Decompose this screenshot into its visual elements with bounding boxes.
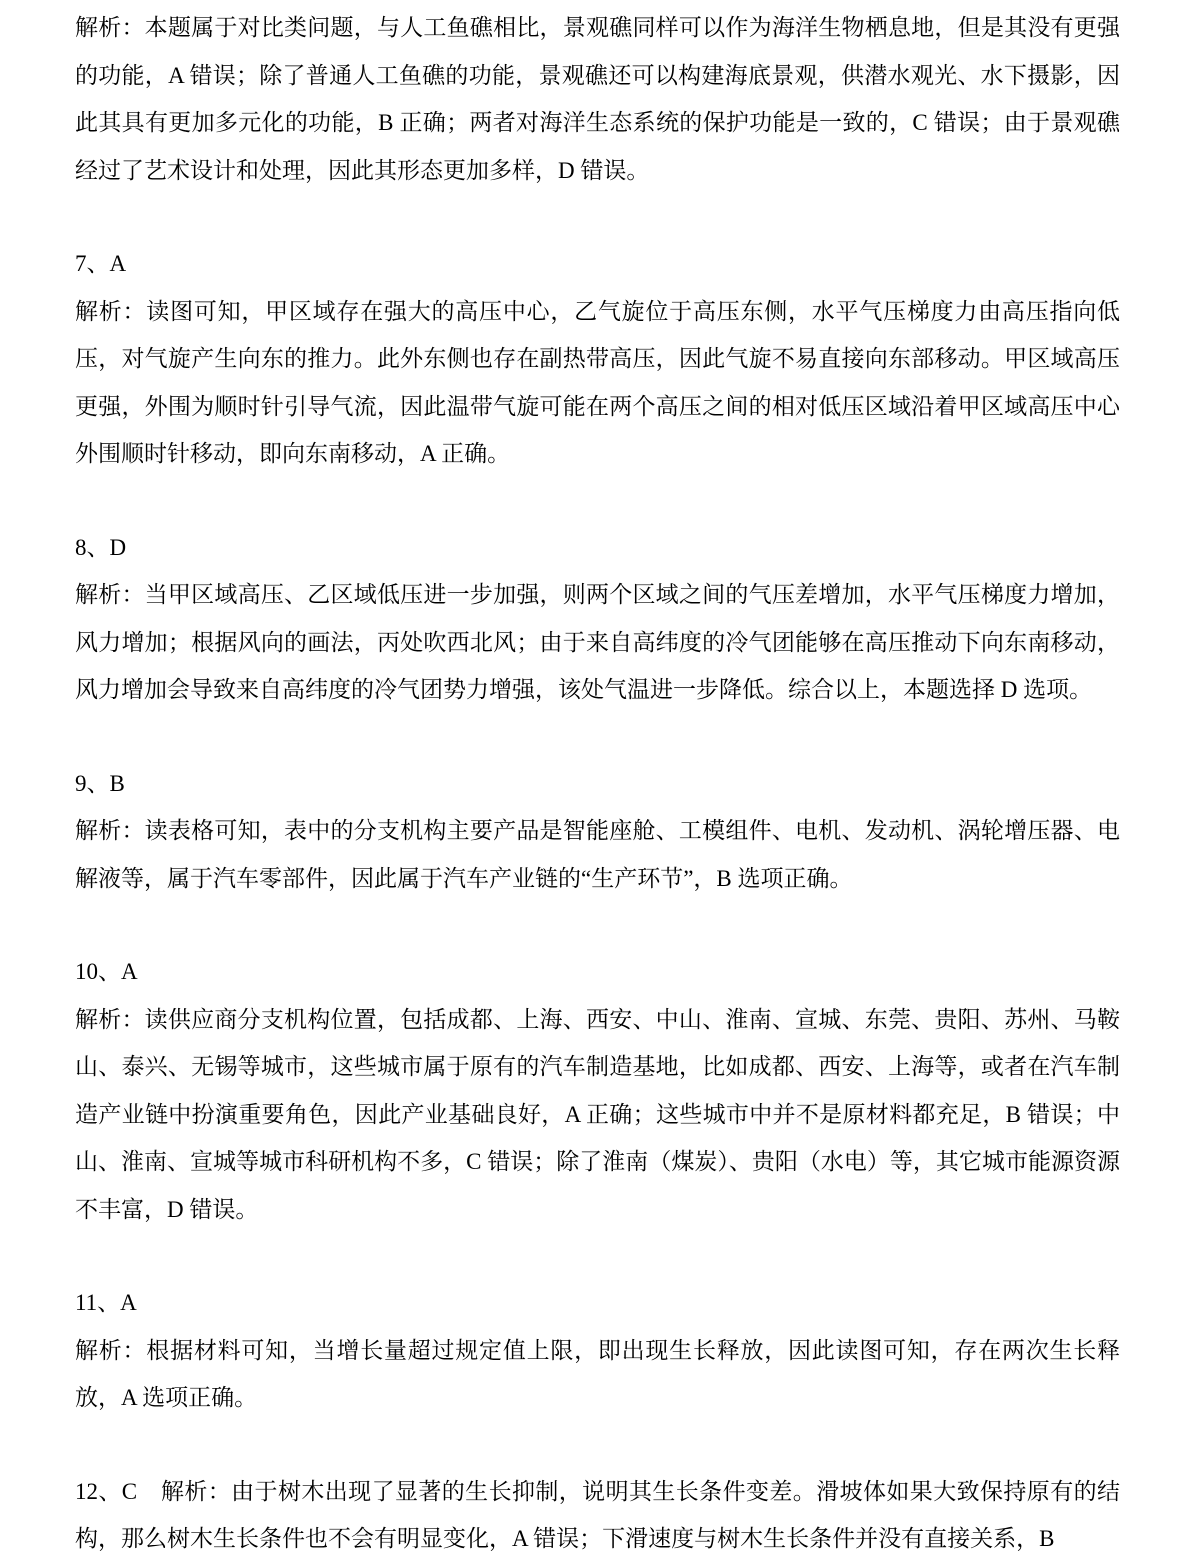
explanation-paragraph: 解析：当甲区域高压、乙区域低压进一步加强，则两个区域之间的气压差增加，水平气压梯度力增加，风力增加；根据风向的画法，丙处吹西北风；由于来自高纬度的冷气团能够在高压推动下向东南移动，风力增加会导致来自高纬度的冷气团势力增强，该处气温进一步降低。综合以上，本题选择 D 选项。 bbox=[75, 582, 1120, 702]
explanation-paragraph: 解析：本题属于对比类问题，与人工鱼礁相比，景观礁同样可以作为海洋生物栖息地，但是其没有更强的功能，A 错误；除了普通人工鱼礁的功能，景观礁还可以构建海底景观，供潜水观光、水下摄影，因此其具有更加多元化的功能，B 正确；两者对海洋生态系统的保护功能是一致的，C 错误；由于景观礁经过了艺术设计和处理，因此其形态更加多样，D 错误。 bbox=[75, 15, 1120, 183]
answer-label: 11、A bbox=[75, 1290, 137, 1315]
answer-label: 9、B bbox=[75, 770, 125, 796]
explanation-paragraph: 解析：读供应商分支机构位置，包括成都、上海、西安、中山、淮南、宣城、东莞、贵阳、苏州、马鞍山、泰兴、无锡等城市，这些城市属于原有的汽车制造基地，比如成都、西安、上海等，或者在汽车制造产业链中扮演重要角色，因此产业基础良好，A 正确；这些城市中并不是原材料都充足，B 错误；中山、淮南、宣城等城市科研机构不多，C 错误；除了淮南（煤炭）、贵阳（水电）等，其它城市能源资源不丰富，D 错误。 bbox=[75, 1006, 1120, 1222]
answer-section-8 bbox=[75, 524, 1120, 714]
explanation-paragraph: 解析：读图可知，甲区域存在强大的高压中心，乙气旋位于高压东侧，水平气压梯度力由高压指向低压，对气旋产生向东的推力。此外东侧也存在副热带高压，因此气旋不易直接向东部移动。甲区域高压更强，外围为顺时针引导气流，因此温带气旋可能在两个高压之间的相对低压区域沿着甲区域高压中心外围顺时针移动，即向东南移动，A 正确。 bbox=[75, 298, 1120, 466]
explanation-paragraph: 解析：根据材料可知，当增长量超过规定值上限，即出现生长释放，因此读图可知，存在两次生长释放，A 选项正确。 bbox=[75, 1337, 1120, 1410]
answer-label: 12、C bbox=[75, 1478, 161, 1504]
answer-label: 8、D bbox=[75, 534, 127, 560]
answer-section-6 bbox=[75, 4, 1120, 194]
answer-section-10 bbox=[75, 948, 1120, 1233]
answer-section-12 bbox=[75, 1468, 1120, 1555]
explanation-paragraph bbox=[75, 1468, 1120, 1555]
answer-section-11 bbox=[75, 1279, 1120, 1422]
answer-section-9 bbox=[75, 760, 1120, 903]
answer-label: 10、A bbox=[75, 959, 138, 984]
answer-label: 7、A bbox=[75, 251, 127, 276]
explanation-text: 解析：由于树木出现了显著的生长抑制，说明其生长条件变差。滑坡体如果大致保持原有的结构，那么树木生长条件也不会有明显变化，A 错误；下滑速度与树木生长条件并没有直接关系，B bbox=[75, 1478, 1121, 1551]
explanation-paragraph: 解析：读表格可知，表中的分支机构主要产品是智能座舱、工模组件、电机、发动机、涡轮增压器、电解液等，属于汽车零部件，因此属于汽车产业链的“生产环节”，B 选项正确。 bbox=[75, 818, 1120, 891]
answer-section-7 bbox=[75, 240, 1120, 478]
